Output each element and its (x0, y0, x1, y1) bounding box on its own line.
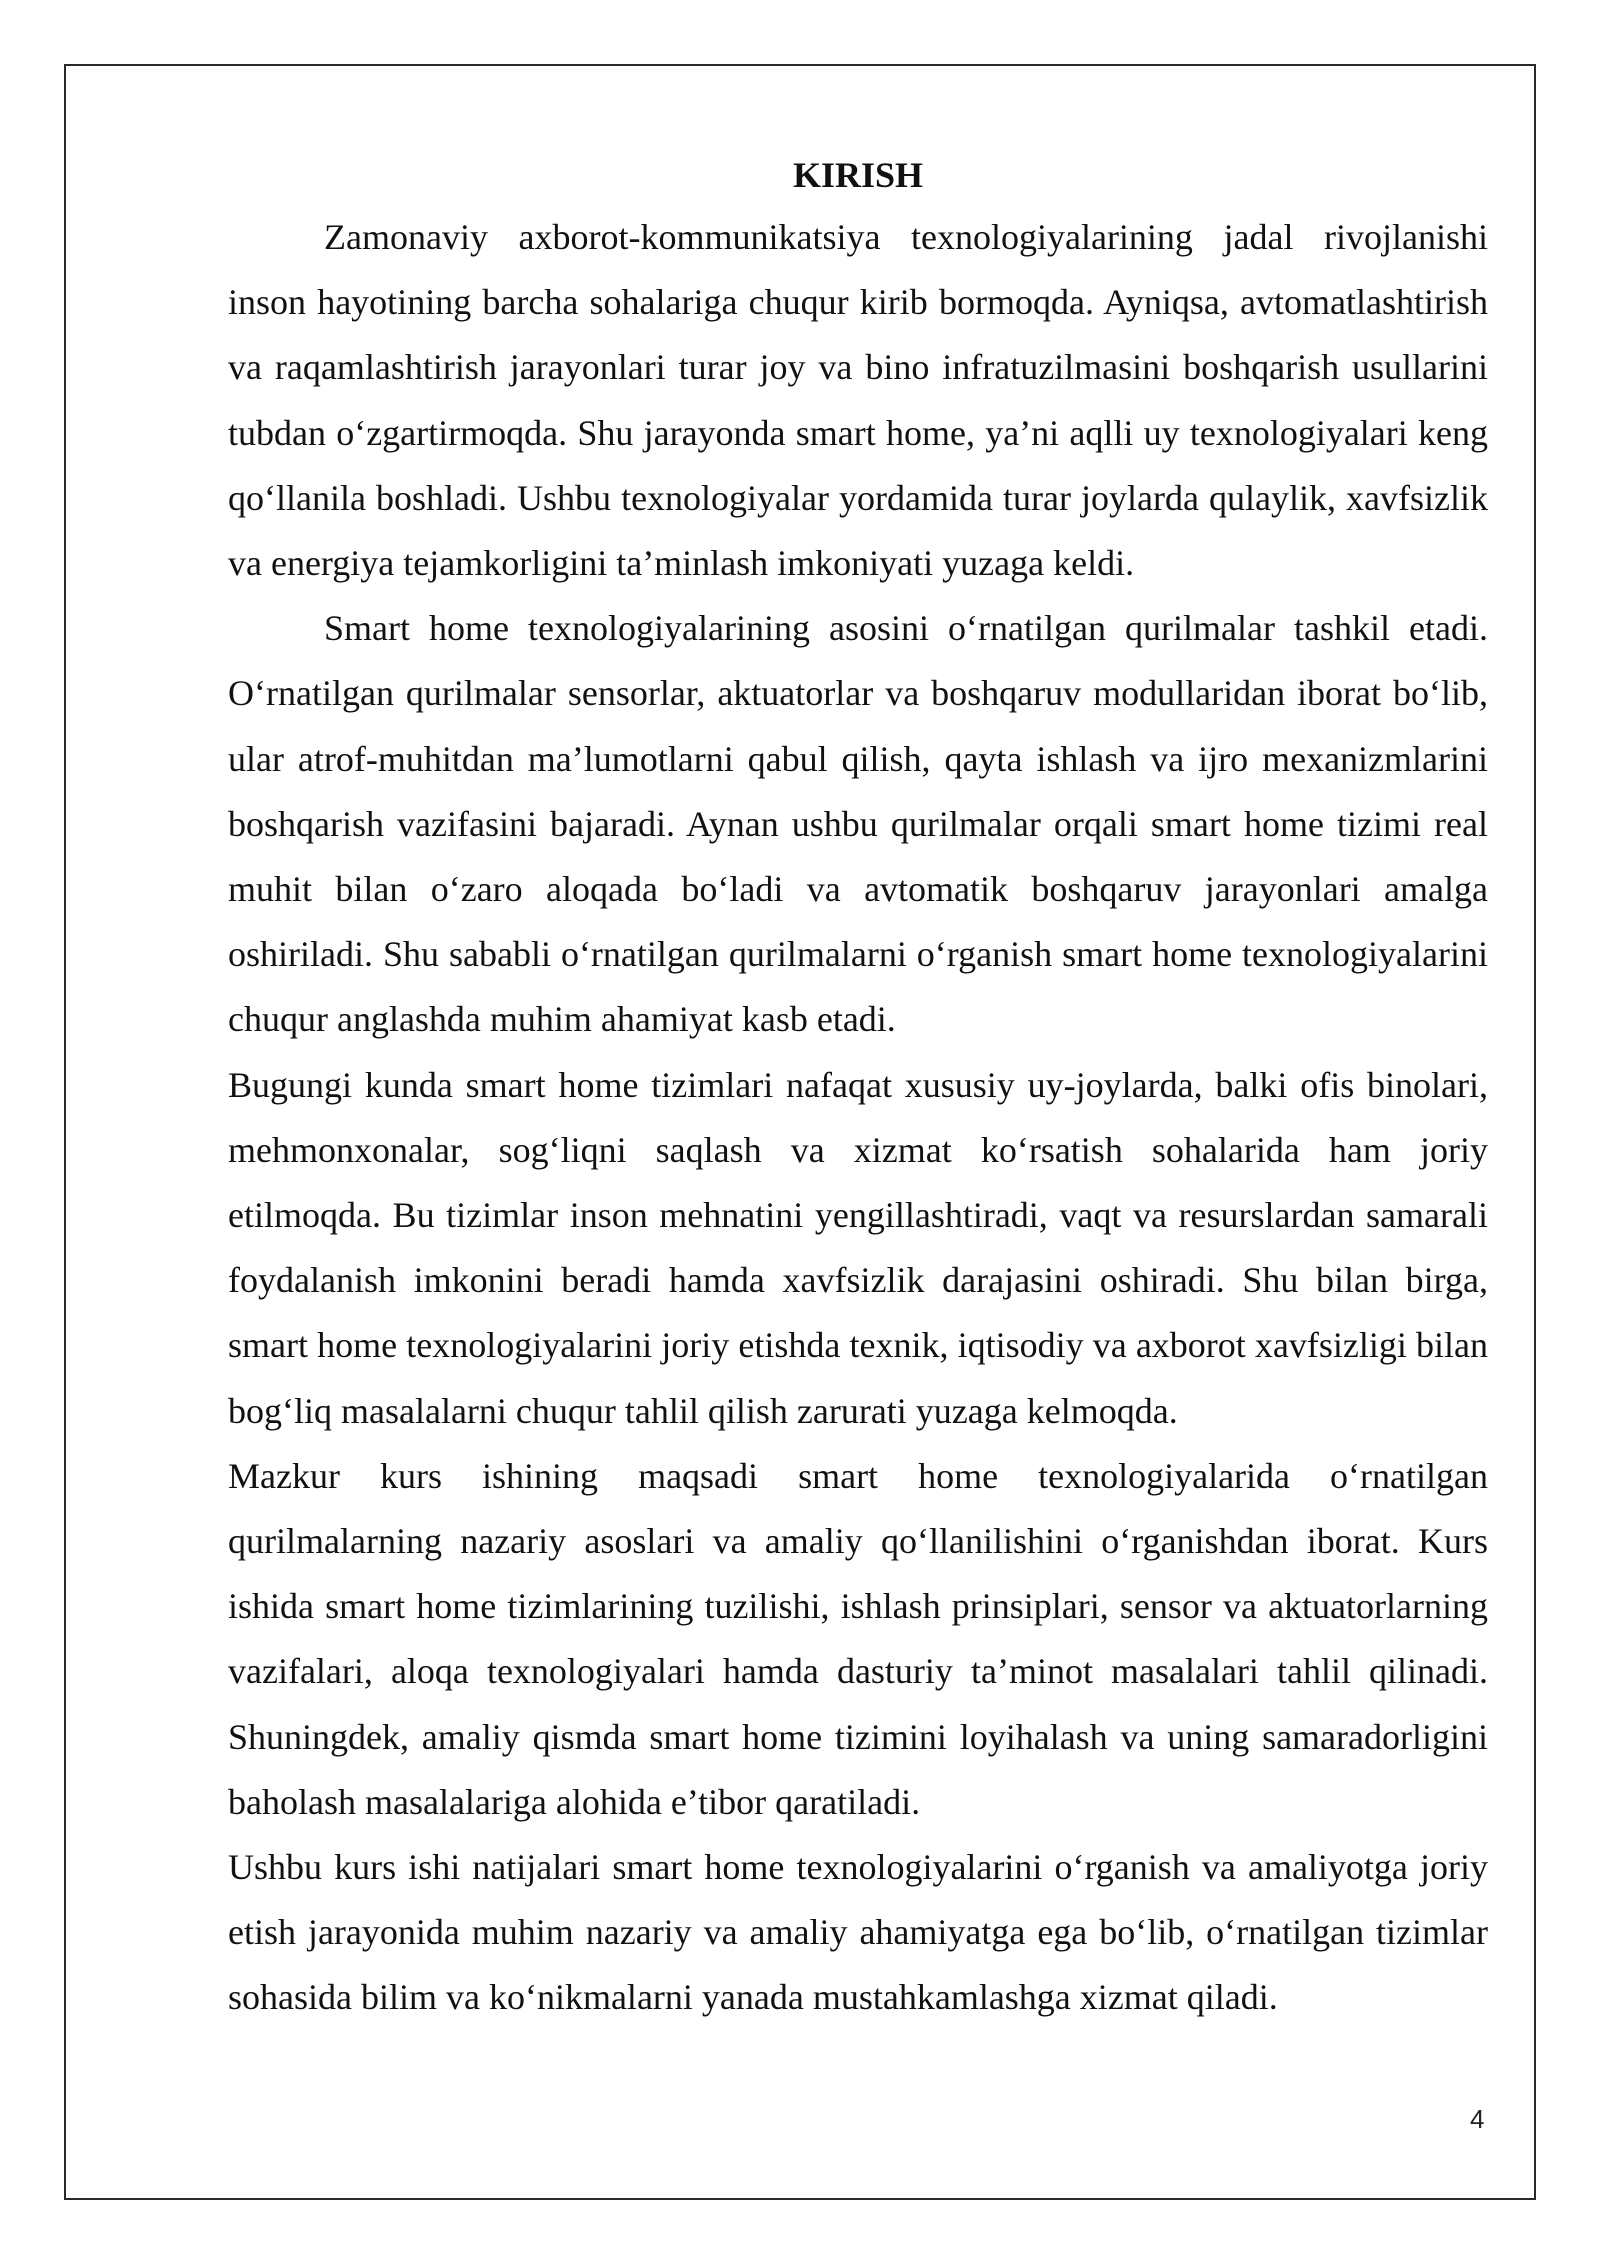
paragraph-2: Smart home texnologiyalarining asosini o‘rnatilgan qurilmalar tashkil etadi. O‘rnatilgan qurilmalar sensorlar, aktuatorlar va boshqaruv modullaridan iborat bo‘lib, ular atrof-muhitdan ma’lumotlarni qabul qilish, qayta ishlash va ijro mexanizmlarini boshqarish vazifasini bajaradi. Aynan ushbu qurilmalar orqali smart home tizimi real muhit bilan o‘zaro aloqada bo‘ladi va avtomatik boshqaruv jarayonlari amalga oshiriladi. Shu sababli o‘rnatilgan qurilmalarni o‘rganish smart home texnologiyalarini chuqur anglashda muhim ahamiyat kasb etadi. (228, 608, 1488, 1040)
paragraph-3: Bugungi kunda smart home tizimlari nafaqat xususiy uy-joylarda, balki ofis binolari, mehmonxonalar, sog‘liqni saqlash va xizmat ko‘rsatish sohalarida ham joriy etilmoqda. Bu tizimlar inson mehnatini yengillashtiradi, vaqt va resurslardan samarali foydalanish imkonini beradi hamda xavfsizlik darajasini oshiradi. Shu bilan birga, smart home texnologiyalarini joriy etishda texnik, iqtisodiy va axborot xavfsizligi bilan bog‘liq masalalarni chuqur tahlil qilish zarurati yuzaga kelmoqda. (228, 1064, 1488, 1431)
document-body (228, 145, 1488, 2031)
paragraph-5: Ushbu kurs ishi natijalari smart home texnologiyalarini o‘rganish va amaliyotga joriy etish jarayonida muhim nazariy va amaliy ahamiyatga ega bo‘lib, o‘rnatilgan tizimlar sohasida bilim va ko‘nikmalarni yanada mustahkamlashga xizmat qiladi. (228, 1847, 1488, 2018)
paragraph-4: Mazkur kurs ishining maqsadi smart home texnologiyalarida o‘rnatilgan qurilmalarning nazariy asoslari va amaliy qo‘llanilishini o‘rganishdan iborat. Kurs ishida smart home tizimlarining tuzilishi, ishlash prinsiplari, sensor va aktuatorlarning vazifalari, aloqa texnologiyalari hamda dasturiy ta’minot masalalari tahlil qilinadi. Shuningdek, amaliy qismda smart home tizimini loyihalash va uning samaradorligini baholash masalalariga alohida e’tibor qaratiladi. (228, 1455, 1488, 1822)
paragraph-1: Zamonaviy axborot-kommunikatsiya texnologiyalarining jadal rivojlanishi inson hayotining barcha sohalariga chuqur kirib bormoqda. Ayniqsa, avtomatlashtirish va raqamlashtirish jarayonlari turar joy va bino infratuzilmasini boshqarish usullarini tubdan o‘zgartirmoqda. Shu jarayonda smart home, ya’ni aqlli uy texnologiyalari keng qo‘llanila boshladi. Ushbu texnologiyalar yordamida turar joylarda qulaylik, xavfsizlik va energiya tejamkorligini ta’minlash imkoniyati yuzaga keldi. (228, 217, 1488, 584)
page-number: 4 (1470, 2104, 1485, 2134)
section-title: KIRISH (792, 155, 924, 195)
